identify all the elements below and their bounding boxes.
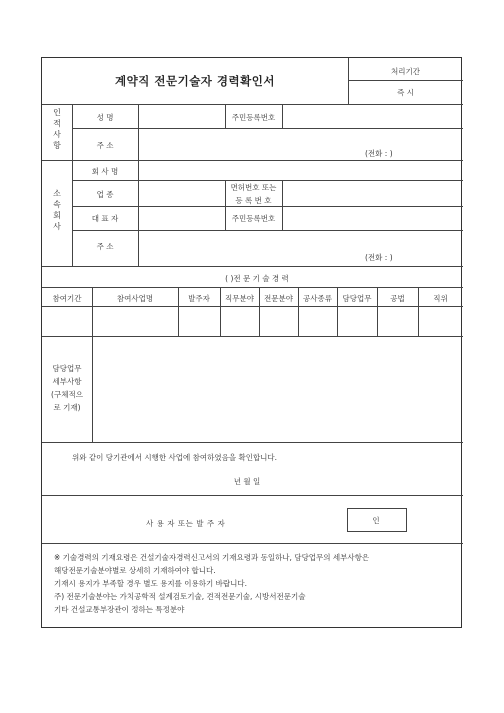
license-number-field[interactable] (283, 181, 462, 205)
license-label-line2: 등 록 번 호 (235, 196, 272, 205)
career-entry-row[interactable] (42, 307, 463, 335)
ceo-rrn-label: 주민등록번호 (231, 214, 276, 223)
processing-period-label: 처리기간 (391, 67, 420, 76)
col-position: 직위 (433, 294, 448, 303)
rrn-label: 주민등록번호 (231, 113, 276, 122)
personal-section-label: 인 적 사 항 (53, 108, 61, 150)
business-type-label: 업 종 (96, 190, 114, 199)
company-address-label: 주 소 (96, 242, 114, 251)
seal-text: 인 (372, 516, 380, 525)
phone-text: (전화 : ) (365, 149, 393, 158)
company-name-field[interactable] (139, 161, 462, 179)
note-line-5: 기타 건설교통부장관이 정하는 특정분야 (54, 605, 185, 614)
career-heading: ( )전 문 기 술 경 력 (225, 274, 289, 283)
duty-detail-field[interactable] (93, 337, 462, 441)
confirm-date: 년 월 일 (233, 477, 261, 486)
company-section-label: 소 속 회 사 (53, 189, 61, 231)
name-label: 성 명 (96, 113, 114, 122)
ceo-rrn-field[interactable] (283, 207, 462, 229)
signer-label: 사 용 자 또는 발 주 자 (146, 519, 226, 528)
career-confirmation-form (41, 57, 462, 628)
note-line-4: 주) 전문기술분야는 가치공학적 설계검토기술, 견적전문기술, 시방서전문기술 (54, 592, 306, 601)
col-participation-period: 참여기간 (52, 294, 82, 303)
col-specialty: 전문분야 (264, 294, 293, 303)
form-title: 계약직 전문기술자 경력확인서 (115, 74, 275, 88)
col-project-name: 참여사업명 (116, 294, 154, 303)
address-label: 주 소 (96, 141, 114, 150)
note-line-1: ※ 기술경력의 기재요령은 건설기술자경력신고서의 기재요령과 동일하나, 담당업무의 세부사항은 (54, 553, 370, 562)
col-job-field: 직무분야 (225, 294, 254, 303)
processing-period-value: 즉 시 (397, 88, 414, 97)
col-construction-type: 공사종류 (303, 294, 332, 303)
confirm-statement: 위와 같이 당기관에서 시행한 사업에 참여하였음을 확인합니다. (72, 453, 278, 462)
business-type-field[interactable] (139, 181, 224, 205)
company-address-field[interactable] (139, 231, 462, 265)
col-duty: 담당업무 (342, 294, 372, 303)
license-label-line1: 면허번호 또는 (230, 183, 277, 192)
company-phone-text: (전화 : ) (365, 253, 393, 262)
name-field[interactable] (139, 105, 224, 127)
address-field[interactable] (139, 129, 462, 159)
note-line-2: 해당전문기술분야별로 상세히 기재하여야 합니다. (54, 566, 216, 575)
col-client: 발주자 (188, 294, 210, 303)
note-line-3: 기재시 용지가 부족할 경우 별도 용지를 이용하기 바랍니다. (54, 579, 247, 588)
ceo-label: 대 표 자 (91, 214, 119, 223)
duty-detail-label: 담당업무 세부사항 (구체적으 로 기재) (51, 364, 83, 412)
col-method: 공법 (390, 294, 405, 303)
company-name-label: 회 사 명 (91, 167, 119, 176)
rrn-field[interactable] (283, 105, 462, 127)
ceo-field[interactable] (139, 207, 224, 229)
